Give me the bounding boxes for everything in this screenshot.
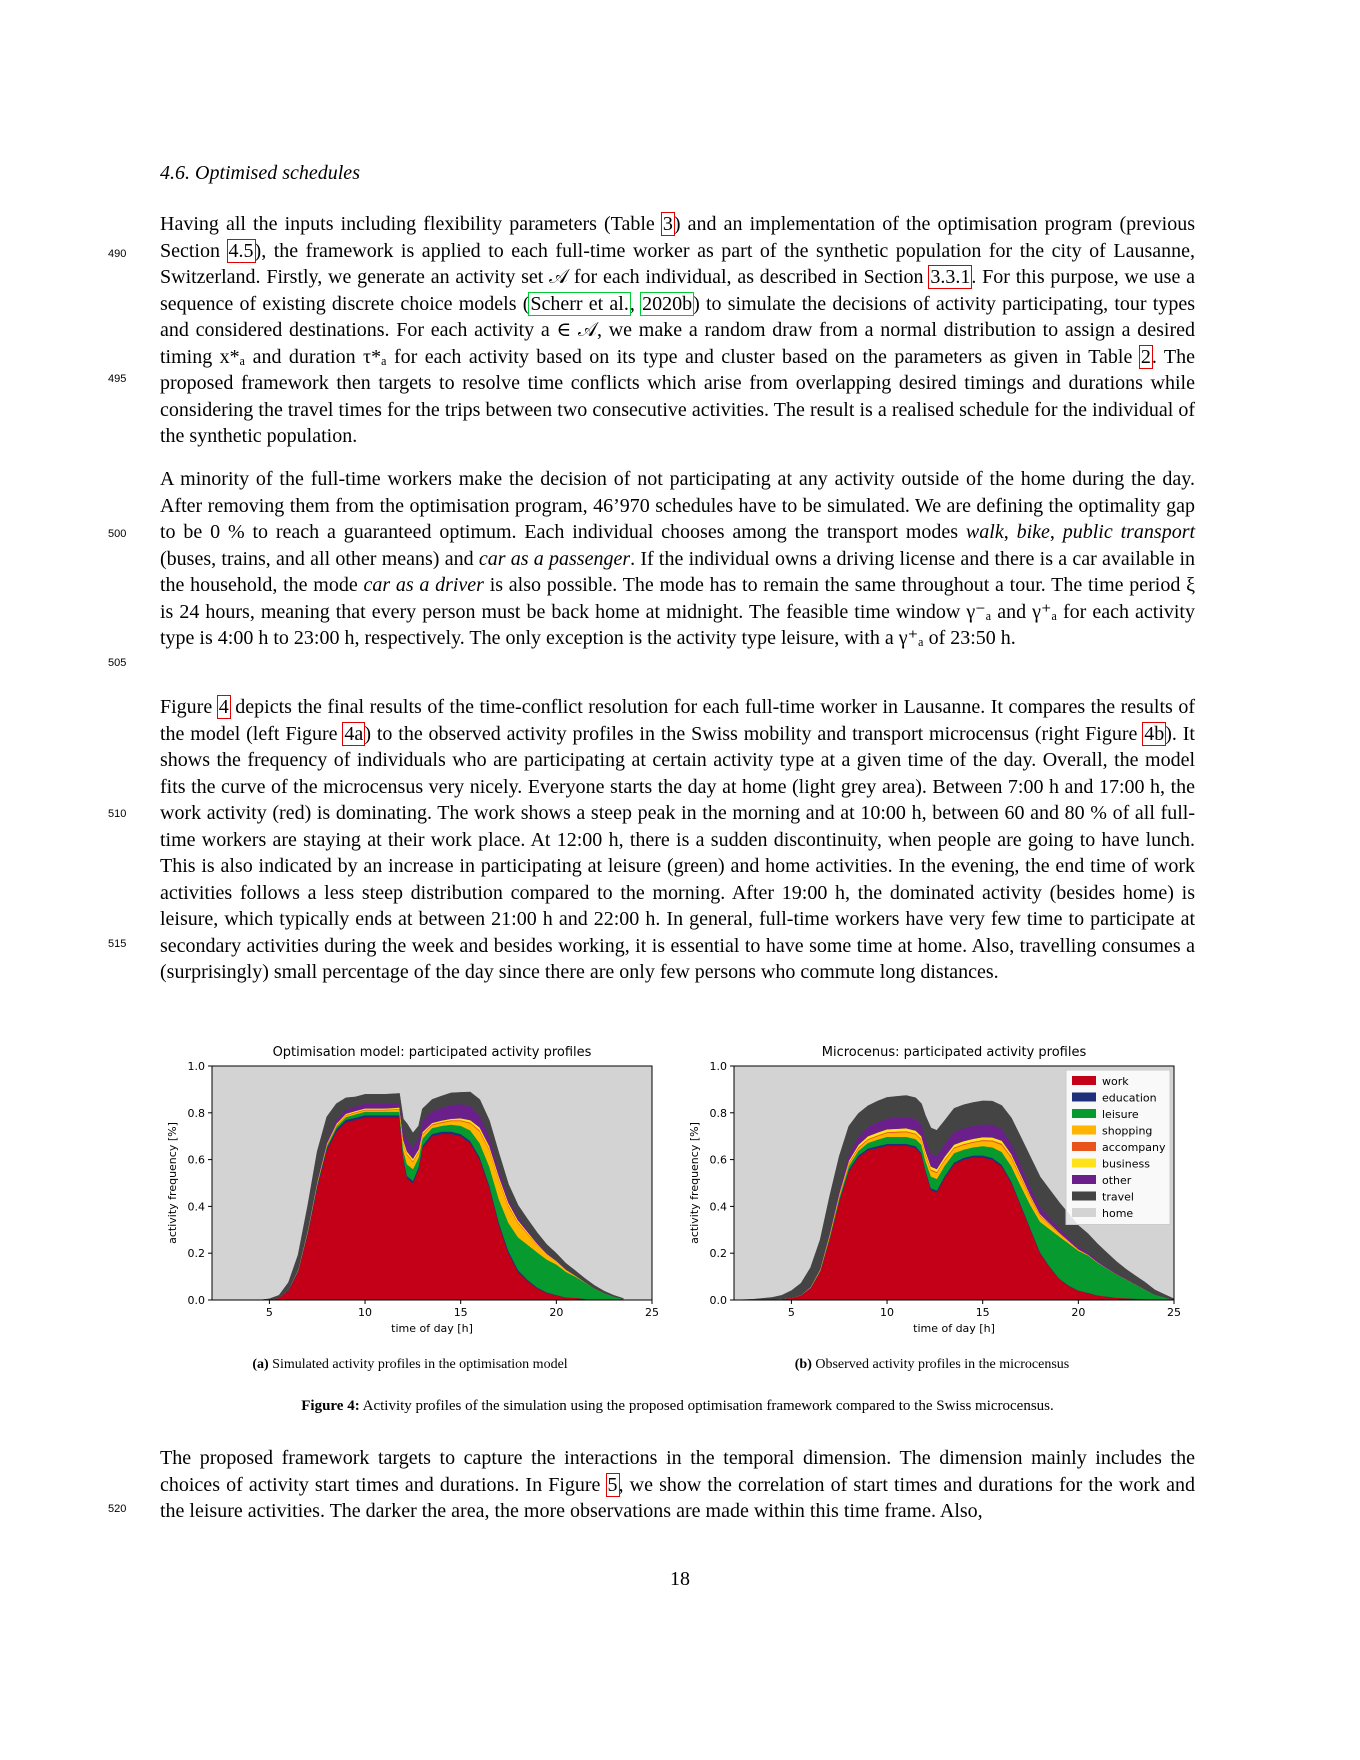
subcaption-b bbox=[672, 1357, 1192, 1373]
y-axis-label: activity frequency [%] bbox=[166, 1122, 179, 1244]
x-axis-label: time of day [h] bbox=[913, 1322, 995, 1335]
legend-swatch-other bbox=[1072, 1175, 1096, 1184]
text-run: A minority of the full-time workers make the decision of not participating at any activity outside of the home during the day. After removing them from the optimisation program, 46’970 schedules have to be simulated. We are defining the optimality gap to be 0 % to reach a guaranteed optimum. Each individual chooses among the transport modes bbox=[160, 468, 1195, 543]
x-axis-label: time of day [h] bbox=[391, 1322, 473, 1335]
legend-swatch-shopping bbox=[1072, 1126, 1096, 1135]
chart-title: Microcenus: participated activity profiles bbox=[821, 1045, 1087, 1060]
legend-label-business: business bbox=[1102, 1157, 1150, 1171]
figure-ref-link[interactable]: 4b bbox=[1144, 722, 1165, 745]
figure-caption-label: Figure 4: bbox=[301, 1398, 360, 1414]
y-tick-label: 0.8 bbox=[187, 1106, 205, 1120]
chart-legend bbox=[1066, 1070, 1170, 1225]
x-tick-label: 25 bbox=[1167, 1306, 1181, 1319]
text-run: ). It shows the frequency of individuals who are participating at certain activity type at a given time of the day. Overall, the model fits the curve of the microcensus very nicely. Everyone starts the day at home (light grey area). Between 7:00 h and 17:00 h, the work activity (red) is dominating. The work shows a steep peak in the morning and at 10:00 h, between 60 and 80 % of all full-time workers are staying at their work place. At 12:00 h, there is a sudden discontinuity, when people are going to have lunch. This is also indicated by an increase in participating at leisure (green) and home activities. In the evening, the end time of work activities follows a less steep distribution compared to the morning. After 19:00 h, the dominated activity (besides home) is leisure, which typically ends at between 21:00 h and 22:00 h. In general, full-time workers have very few time to participate at secondary activities during the week and besides working, it is essential to have some time at home. Also, travelling consumes a (surprisingly) small percentage of the day since there are only few persons who commute long distances. bbox=[160, 722, 1195, 983]
y-tick-label: 0.4 bbox=[709, 1200, 727, 1214]
text-run: . If the individual owns a driving license and there is a car available in the household, the mode bbox=[160, 547, 1195, 596]
mode-walk: walk bbox=[965, 521, 1004, 543]
line-number: 490 bbox=[108, 248, 127, 260]
mode-car-driver: car as a driver bbox=[363, 574, 484, 596]
text-run: , bbox=[1049, 521, 1063, 543]
legend-swatch-accompany bbox=[1072, 1142, 1096, 1151]
legend-swatch-leisure bbox=[1072, 1109, 1096, 1118]
chart-title: Optimisation model: participated activity profiles bbox=[272, 1045, 592, 1060]
legend-swatch-business bbox=[1072, 1159, 1096, 1168]
text-run: ) and an implementation of the optimisation program (previous Section bbox=[160, 213, 1195, 262]
y-tick-label: 0.2 bbox=[187, 1247, 205, 1261]
text-run: depicts the final results of the time-conflict resolution for each full-time worker in Lausanne. It compares the results of the model (left Figure bbox=[160, 696, 1195, 745]
page-number: 18 bbox=[670, 1568, 690, 1590]
legend-label-accompany: accompany bbox=[1102, 1141, 1166, 1154]
figure-ref-link[interactable]: 5 bbox=[607, 1473, 618, 1496]
mode-bike: bike bbox=[1016, 521, 1050, 543]
legend-swatch-education bbox=[1072, 1093, 1096, 1102]
mode-public-transport: public transport bbox=[1062, 521, 1196, 543]
legend-label-shopping: shopping bbox=[1102, 1124, 1153, 1138]
y-tick-label: 0.8 bbox=[709, 1106, 727, 1120]
legend-swatch-travel bbox=[1072, 1192, 1096, 1201]
y-tick-label: 0.4 bbox=[187, 1200, 205, 1214]
x-tick-label: 25 bbox=[645, 1306, 659, 1319]
citation-link[interactable]: 2020b bbox=[642, 292, 693, 315]
legend-label-home: home bbox=[1102, 1207, 1134, 1220]
figure-ref-link[interactable]: 4 bbox=[218, 696, 229, 718]
x-tick-label: 20 bbox=[1071, 1306, 1086, 1319]
citation-link[interactable]: Scherr et al. bbox=[530, 292, 629, 315]
section-ref-link[interactable]: 3.3.1 bbox=[930, 266, 971, 288]
line-number: 510 bbox=[108, 808, 127, 820]
text-run: Having all the inputs including flexibility parameters (Table bbox=[160, 213, 662, 235]
text-run: ), the framework is applied to each full-time worker as part of the synthetic population for the city of Lausanne, Switzerland. Firstly, we generate an activity set 𝒜 for each individual, as described in Section bbox=[160, 239, 1196, 288]
line-number: 500 bbox=[108, 528, 127, 540]
line-number: 520 bbox=[108, 1503, 127, 1515]
paragraph-2 bbox=[160, 466, 1195, 652]
y-tick-label: 0.0 bbox=[187, 1294, 205, 1307]
y-tick-label: 0.0 bbox=[709, 1294, 727, 1307]
x-tick-label: 20 bbox=[549, 1306, 564, 1319]
legend-label-work: work bbox=[1102, 1075, 1129, 1088]
x-tick-label: 5 bbox=[265, 1306, 273, 1319]
subcaption-text: Observed activity profiles in the microcensus bbox=[811, 1357, 1070, 1372]
text-run: ) to simulate the decisions of activity participating, tour types and considered destinations. For each activity a ∈ 𝒜, we make a random draw from a normal distribution to assign a desired timing x*ₐ and duration τ*ₐ for each activity based on its type and cluster based on the parameters as given in Table bbox=[160, 292, 1196, 368]
text-run: , bbox=[629, 292, 642, 315]
subcaption-a bbox=[150, 1357, 670, 1373]
legend-label-travel: travel bbox=[1102, 1190, 1134, 1204]
text-run: The proposed framework targets to capture the interactions in the temporal dimension. The dimension mainly includes the choices of activity start times and durations. In Figure bbox=[160, 1447, 1195, 1496]
subcaption-label: (b) bbox=[794, 1357, 812, 1372]
table-ref-link[interactable]: 3 bbox=[662, 213, 673, 235]
x-tick-label: 15 bbox=[975, 1306, 990, 1319]
line-number: 515 bbox=[108, 938, 127, 950]
figure-4b bbox=[672, 1036, 1192, 1351]
text-run: is also possible. The mode has to remain the same throughout a tour. The time period ξ is 24 hours, meaning that every person must be back home at midnight. The feasible time window γ⁻ₐ and γ⁺ₐ for each activity type is 4:00 h to 23:00 h, respectively. The only exception is the activity type leisure, with a γ⁺ₐ of 23:50 h. bbox=[160, 574, 1195, 649]
figure-caption-text: Activity profiles of the simulation using the proposed optimisation framework compared to the Swiss microcensus. bbox=[359, 1398, 1054, 1414]
section-title: 4.6. Optimised schedules bbox=[160, 162, 360, 184]
figure-ref-link[interactable]: 4a bbox=[344, 722, 364, 745]
text-run: (buses, trains, and all other means) and bbox=[160, 547, 479, 570]
x-tick-label: 5 bbox=[787, 1306, 795, 1319]
figure-4a bbox=[150, 1036, 670, 1351]
x-tick-label: 15 bbox=[453, 1306, 468, 1319]
legend-swatch-work bbox=[1072, 1076, 1096, 1085]
y-tick-label: 1.0 bbox=[709, 1060, 727, 1073]
legend-label-education: education bbox=[1102, 1091, 1157, 1105]
y-axis-label: activity frequency [%] bbox=[688, 1122, 701, 1244]
x-tick-label: 10 bbox=[880, 1306, 895, 1319]
text-run: . The proposed framework then targets to resolve time conflicts which arise from overlapping desired timings and durations while considering the travel times for the trips between two consecutive activities. The result is a realised schedule for the individual of the synthetic population. bbox=[160, 345, 1195, 447]
text-run: Figure bbox=[160, 696, 218, 718]
line-number: 495 bbox=[108, 373, 127, 385]
section-ref-link[interactable]: 4.5 bbox=[228, 239, 254, 262]
chart-optimisation-model bbox=[150, 1036, 670, 1346]
y-tick-label: 0.6 bbox=[187, 1153, 205, 1167]
paragraph-3 bbox=[160, 694, 1195, 986]
subcaption-label: (a) bbox=[252, 1357, 269, 1372]
figure-caption bbox=[160, 1398, 1195, 1415]
y-tick-label: 0.6 bbox=[709, 1153, 727, 1167]
y-tick-label: 1.0 bbox=[187, 1060, 205, 1073]
x-tick-label: 10 bbox=[358, 1306, 373, 1319]
y-tick-label: 0.2 bbox=[709, 1247, 727, 1261]
legend-label-leisure: leisure bbox=[1102, 1108, 1139, 1121]
text-run: , bbox=[1003, 521, 1017, 543]
text-run: . For this purpose, we use a sequence of existing discrete choice models ( bbox=[160, 266, 1195, 315]
paragraph-1 bbox=[160, 211, 1195, 450]
line-number: 505 bbox=[108, 657, 127, 669]
chart-microcensus bbox=[672, 1036, 1192, 1346]
legend-label-other: other bbox=[1102, 1174, 1132, 1187]
mode-car-passenger: car as a passenger bbox=[478, 547, 631, 570]
subcaption-text: Simulated activity profiles in the optimisation model bbox=[268, 1357, 568, 1372]
legend-swatch-home bbox=[1072, 1208, 1096, 1217]
text-run: , we show the correlation of start times and durations for the work and the leisure activities. The darker the area, the more observations are made within this time frame. Also, bbox=[160, 1473, 1195, 1522]
text-run: ) to the observed activity profiles in the Swiss mobility and transport microcensus (right Figure bbox=[364, 722, 1144, 745]
table-ref-link[interactable]: 2 bbox=[1140, 345, 1151, 368]
paragraph-4 bbox=[160, 1445, 1195, 1525]
